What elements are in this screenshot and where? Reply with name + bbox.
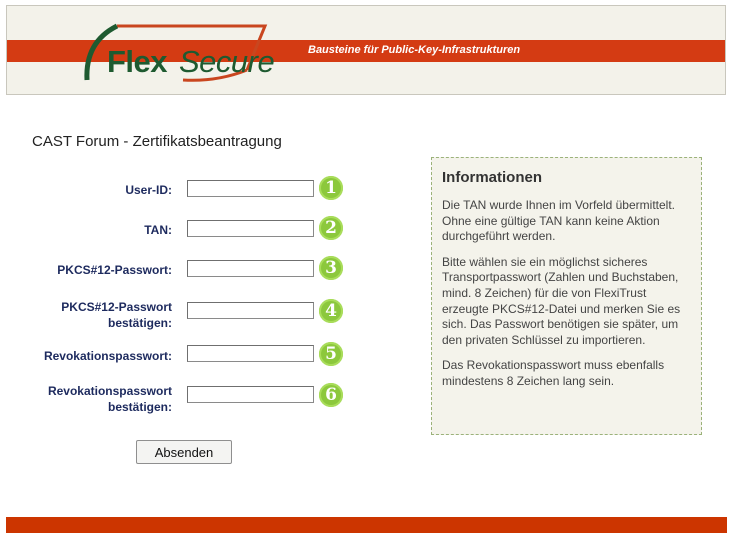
info-paragraph: Die TAN wurde Ihnen im Vorfeld übermittelt. Ohne eine gültige TAN kann keine Aktion durchgeführt werden.: [442, 198, 675, 244]
info-paragraph: Das Revokationspasswort muss ebenfalls mindestens 8 Zeichen lang sein.: [442, 358, 665, 388]
info-paragraph: Bitte wählen sie ein möglichst sicheres Transportpasswort (Zahlen und Buchstaben, mind. 8 Zeichen) für die von FlexiTrust erzeugte PKCS#12-Datei und merken Sie es sich. Das Passwort benötigen sie später, um den privaten Schlüssel zu importieren.: [442, 254, 681, 347]
page-title: CAST Forum - Zertifikatsbeantragung: [32, 133, 282, 150]
user-id-input[interactable]: [187, 180, 314, 197]
tan-input[interactable]: [187, 220, 314, 237]
step-1-icon: 1: [319, 176, 343, 200]
logo-flex-text: Flex: [107, 44, 168, 79]
footer-bar: [6, 517, 727, 533]
field-label: PKCS#12-Passwort:: [57, 263, 172, 277]
pkcs12-password-confirm-input[interactable]: [187, 302, 314, 319]
field-label: PKCS#12-Passwort bestätigen:: [61, 300, 172, 330]
step-6-icon: 6: [319, 383, 343, 407]
revocation-password-input[interactable]: [187, 345, 314, 362]
info-title: Informationen: [442, 169, 542, 186]
step-5-icon: 5: [319, 342, 343, 366]
submit-button[interactable]: Absenden: [136, 440, 232, 464]
revocation-password-confirm-input[interactable]: [187, 386, 314, 403]
step-4-icon: 4: [319, 299, 343, 323]
flexsecure-logo[interactable]: [77, 22, 277, 84]
logo-secure-text: Secure: [179, 44, 275, 79]
step-2-icon: 2: [319, 216, 343, 240]
info-panel: [431, 157, 702, 435]
site-header: [6, 5, 726, 95]
step-3-icon: 3: [319, 256, 343, 280]
field-label: Revokationspasswort:: [43, 349, 172, 363]
field-label: Revokationspasswort bestätigen:: [47, 384, 172, 414]
pkcs12-password-input[interactable]: [187, 260, 314, 277]
field-label: TAN:: [144, 223, 172, 237]
field-label: User-ID:: [125, 183, 172, 197]
header-tagline: Bausteine für Public-Key-Infrastrukturen: [308, 44, 521, 56]
